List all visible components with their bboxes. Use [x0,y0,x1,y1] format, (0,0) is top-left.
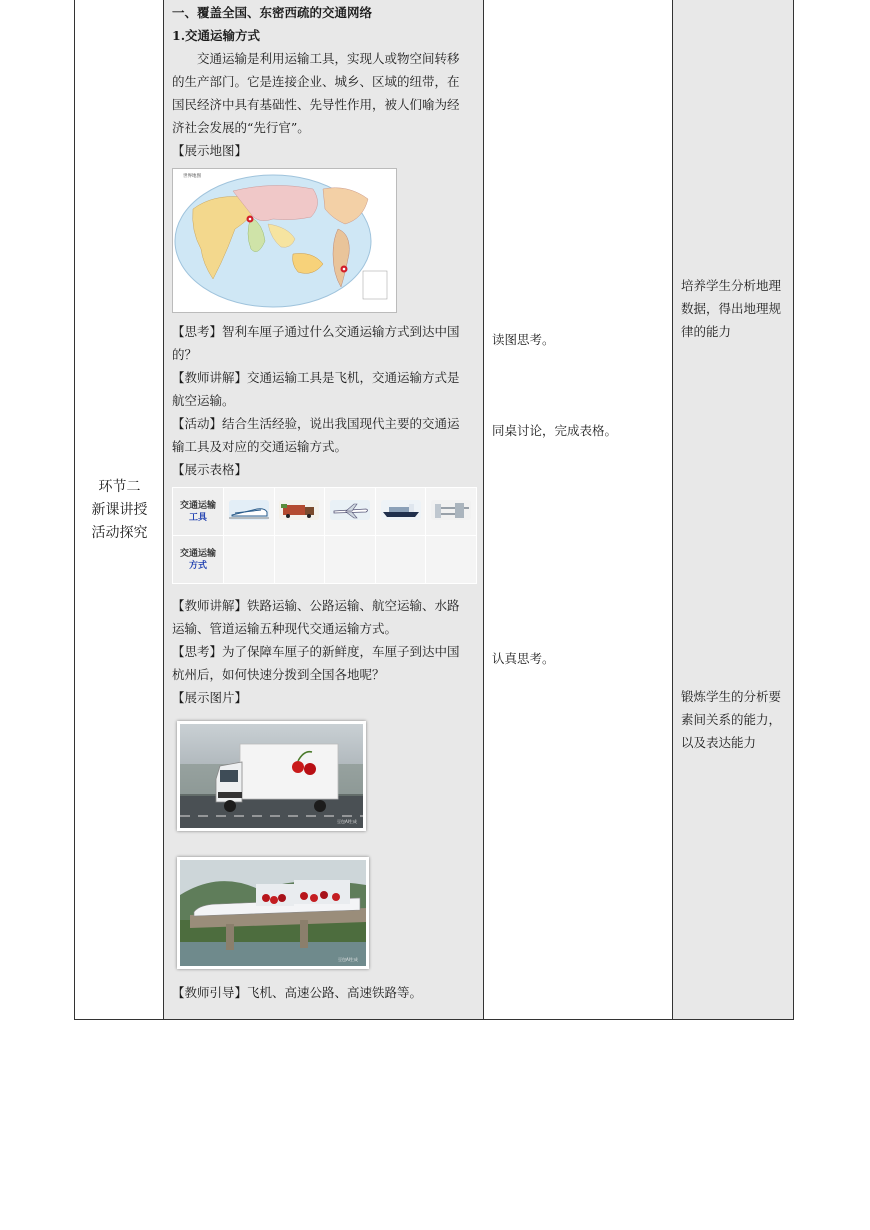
goal-1 [681,274,789,343]
airplane-icon [325,488,376,536]
activity-line: 【活动】结合生活经验，说出我国现代主要的交通运 [172,416,460,431]
table-cell-empty [426,536,477,584]
table-header-text: 工具 [188,512,207,523]
show-picture-label: 【展示图片】 [172,690,248,705]
map-caption: 世界地图 [183,174,201,179]
student-activity-column [484,0,673,1019]
table-header-text: 方式 [188,560,207,571]
explain-2-line: 【教师讲解】铁路运输、公路运输、航空运输、水路 [172,598,460,613]
table-cell-empty [325,536,376,584]
photo-watermark: 豆包AI生成 [337,819,357,824]
high-speed-train-photo [177,857,369,969]
explain-1-line: 航空运输。 [172,393,235,408]
ship-icon [375,488,426,536]
lesson-table [74,0,794,1020]
intro-line: 国民经济中具有基础性、先导性作用，被人们喻为经 [172,97,460,112]
table-row-header-tools [173,488,224,536]
table-cell-empty [224,536,275,584]
stage-line-2: 新课讲授 [91,502,148,518]
world-map-image [172,168,397,313]
teaching-content-column [164,0,484,1019]
table-row-header-modes [173,536,224,584]
goal-1-line: 数据，得出地理规 [681,301,782,316]
student-activity-2: 同桌讨论，完成表格。 [492,423,618,438]
intro-line: 济社会发展的“先行官”。 [172,120,310,135]
truck-icon [274,488,325,536]
explain-2-line: 运输、管道运输五种现代交通运输方式。 [172,621,398,636]
design-intent-column [673,0,793,1019]
table-header-text: 交通运输 [179,500,216,511]
show-map-label: 【展示地图】 [172,143,248,158]
goal-1-line: 律的能力 [681,324,732,339]
photo-watermark: 豆包AI生成 [338,957,358,962]
stage-line-1: 环节二 [98,479,141,495]
stage-column [75,0,164,1019]
explain-1-line: 【教师讲解】交通运输工具是飞机，交通运输方式是 [172,370,460,385]
table-cell-empty [274,536,325,584]
intro-line: 交通运输是利用运输工具，实现人或物空间转移 [197,51,460,66]
show-table-label: 【展示表格】 [172,462,248,477]
train-icon [224,488,275,536]
stage-line-3: 活动探究 [91,525,148,541]
think-2-line: 杭州后，如何快速分拨到全国各地呢？ [172,667,385,682]
activity-line: 输工具及对应的交通运输方式。 [172,439,348,454]
think-2-line: 【思考】为了保障车厘子的新鲜度，车厘子到达中国 [172,644,460,659]
table-header-text: 交通运输 [179,548,216,559]
student-activity-1: 读图思考。 [492,332,555,347]
pipeline-icon [426,488,477,536]
goal-2 [681,685,789,754]
sub-title: 1.交通运输方式 [172,28,261,43]
refrigerated-truck-photo [177,721,366,831]
student-activity-3: 认真思考。 [492,651,555,666]
goal-2-line: 素间关系的能力， [681,712,782,727]
section-title: 一、覆盖全国、东密西疏的交通网络 [172,5,373,20]
transport-table [172,487,477,584]
intro-line: 的生产部门。它是连接企业、城乡、区域的纽带，在 [172,74,460,89]
think-1-line: 【思考】智利车厘子通过什么交通运输方式到达中国 [172,324,460,339]
guide-line: 【教师引导】飞机、高速公路、高速铁路等。 [172,985,423,1000]
stage-label [75,476,164,545]
goal-1-line: 培养学生分析地理 [681,278,782,293]
goal-2-line: 锻炼学生的分析要 [681,689,782,704]
think-1-line: 的？ [172,347,198,362]
goal-2-line: 以及表达能力 [681,735,757,750]
table-cell-empty [375,536,426,584]
